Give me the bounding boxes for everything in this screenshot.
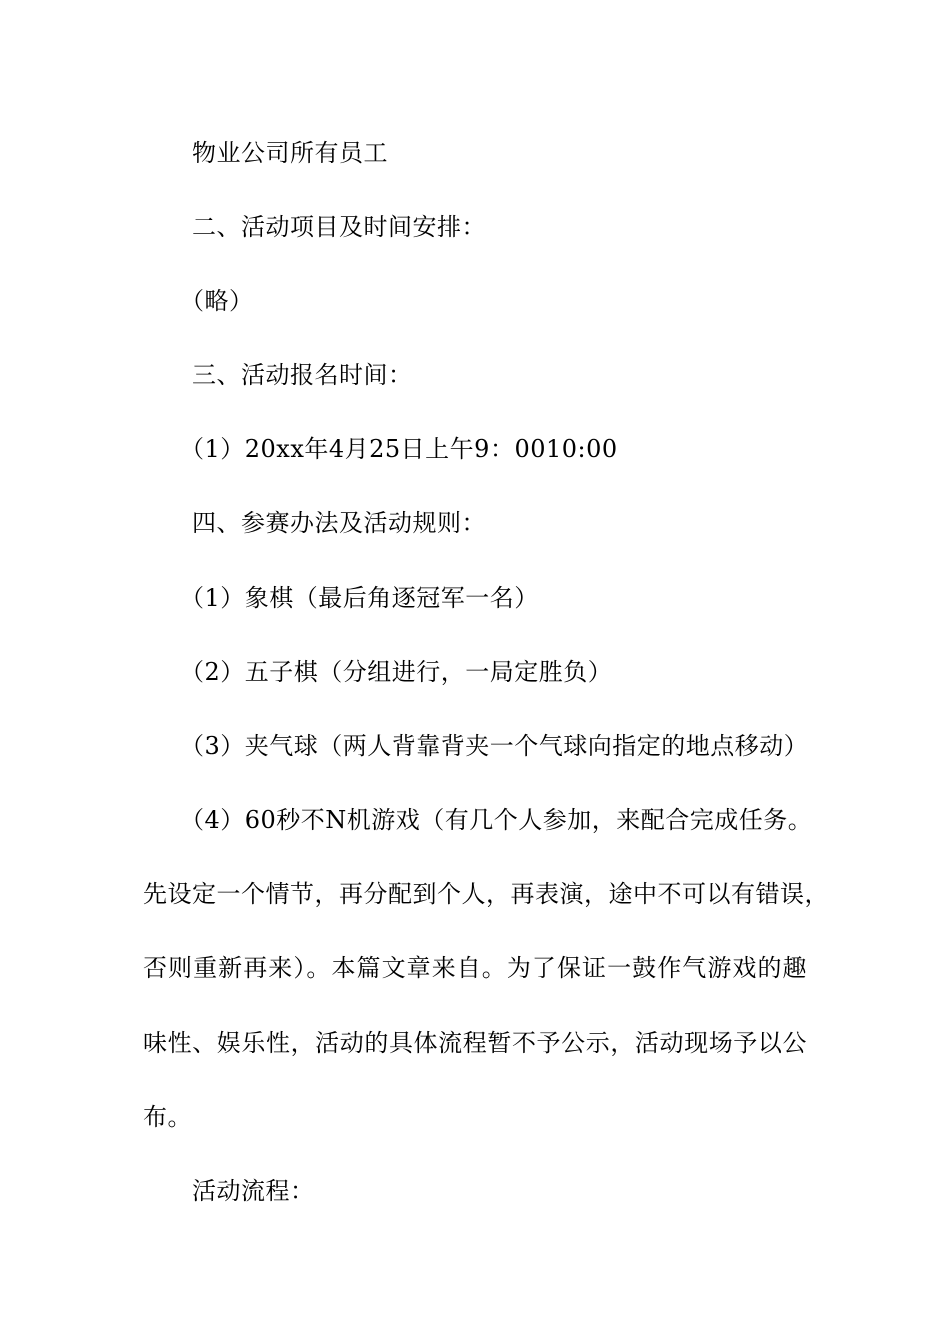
paragraph-line: 先设定一个情节，再分配到个人，再表演，途中不可以有错误，: [143, 880, 829, 908]
paragraph-line: 否则重新再来）。本篇文章来自。为了保证一鼓作气游戏的趣: [143, 954, 807, 982]
section-heading-4: 四、参赛办法及活动规则：: [192, 509, 486, 537]
paragraph-line: 布。: [143, 1103, 192, 1131]
rule-item-1: （1）象棋（最后角逐冠军一名）: [180, 584, 539, 612]
participants-line: 物业公司所有员工: [192, 139, 388, 167]
omitted-note: （略）: [180, 287, 254, 315]
registration-time: （1）20xx年4月25日上午9：0010:00: [180, 435, 618, 463]
section-heading-2: 二、活动项目及时间安排：: [192, 213, 486, 241]
section-heading-3: 三、活动报名时间：: [192, 361, 413, 389]
section-heading-process: 活动流程：: [192, 1177, 315, 1205]
rule-item-3: （3）夹气球（两人背靠背夹一个气球向指定的地点移动）: [180, 732, 809, 760]
rule-item-2: （2）五子棋（分组进行，一局定胜负）: [180, 658, 613, 686]
rule-item-4: （4）60秒不N机游戏（有几个人参加，来配合完成任务。: [180, 806, 813, 834]
paragraph-line: 味性、娱乐性，活动的具体流程暂不予公示，活动现场予以公: [143, 1029, 807, 1057]
